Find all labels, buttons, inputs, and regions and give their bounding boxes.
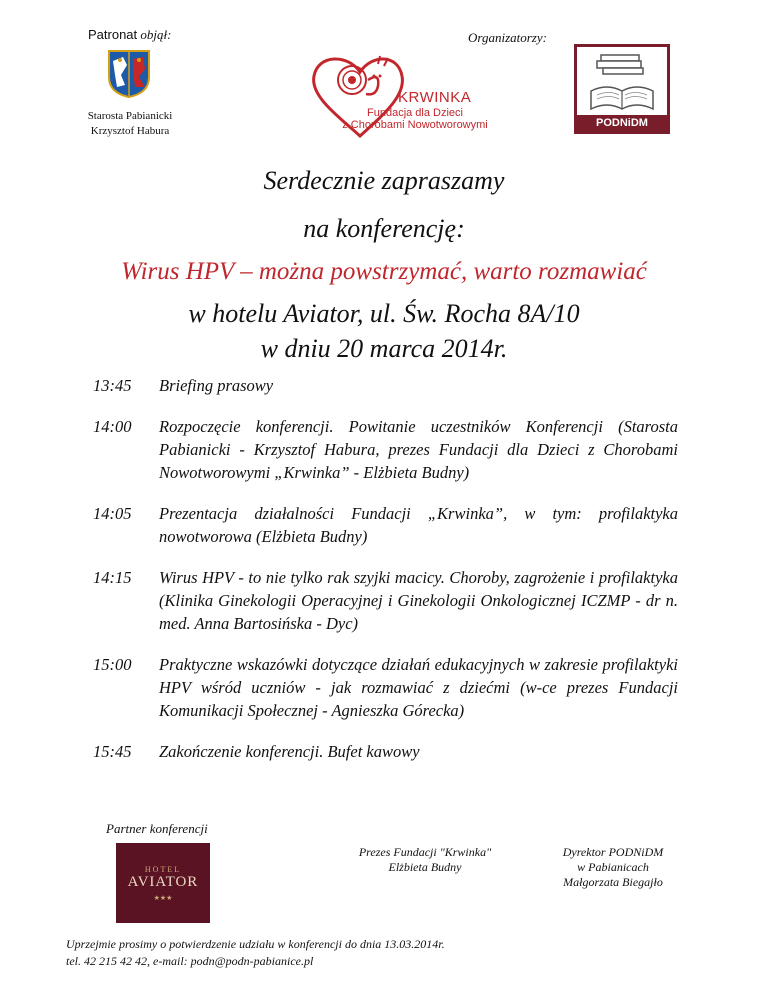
aviator-hotel-word: HOTEL [144, 865, 182, 874]
signature-krwinka-name: Elżbieta Budny [388, 860, 462, 874]
partner-label: Partner konferencji [106, 821, 208, 836]
patronage-label-rest: objął: [137, 27, 172, 42]
agenda-text: Rozpoczęcie konferencji. Powitanie uczestników Konferencji (Starosta Pabianicki - Krzysztof Habura, prezes Fundacji dla Dzieci z Chorobami Nowotworowymi „Krwinka” - Elżbieta Budny) [159, 417, 678, 482]
rsvp-contact: tel. 42 215 42 42, e-mail: podn@podn-pabianice.pl [66, 954, 314, 968]
aviator-name: AVIATOR [127, 874, 199, 890]
podnidm-logo [574, 44, 670, 134]
agenda-time: 14:15 [93, 568, 132, 587]
rsvp-note-line1: Uprzejmie prosimy o potwierdzenie udziału w konferencji do dnia 13.03.2014r. [66, 937, 445, 951]
hotel-aviator-logo [116, 843, 210, 923]
aviator-stars: ★★★ [153, 894, 173, 902]
agenda [93, 374, 678, 763]
signature-krwinka [350, 845, 500, 875]
agenda-text: Briefing prasowy [159, 376, 274, 395]
agenda-time: 15:45 [93, 742, 132, 761]
rsvp-note [66, 936, 445, 970]
books-icon [577, 49, 667, 117]
agenda-text: Praktyczne wskazówki dotyczące działań edukacyjnych w zakresie profilaktyki HPV wśród uczniów - jak rozmawiać z dziećmi (w-ce prezes Fundacji Komunikacji Społecznej - Agnieszka Górecka) [159, 655, 678, 720]
signature-krwinka-role: Prezes Fundacji "Krwinka" [358, 845, 492, 859]
invitation-line1: Serdecznie zapraszamy [263, 166, 505, 195]
patron-name [80, 109, 180, 139]
signature-podnidm-role: Dyrektor PODNiDM [562, 845, 664, 859]
conference-venue: w hotelu Aviator, ul. Św. Rocha 8A/10 [188, 299, 580, 328]
agenda-time: 15:00 [93, 655, 132, 674]
agenda-item [93, 415, 678, 484]
agenda-time: 13:45 [93, 376, 132, 395]
organizers-label: Organizatorzy: [468, 30, 547, 45]
signature-podnidm-name: Małgorzata Biegajło [563, 875, 663, 889]
krwinka-subtitle [340, 107, 490, 131]
patron-title: Starosta Pabianicki [87, 110, 173, 122]
agenda-text: Wirus HPV - to nie tylko rak szyjki macicy. Choroby, zagrożenie i profilaktyka (Klinika Ginekologii Operacyjnej i Ginekologii Onkologicznej ICZMP - dr n. med. Anna Bartosińska - Dyc) [159, 568, 678, 633]
agenda-item [93, 502, 678, 548]
invitation-line2: na konferencję: [303, 214, 465, 243]
agenda-time: 14:05 [93, 504, 132, 523]
krwinka-title: KRWINKA [398, 89, 472, 106]
patronage-label-bold: Patronat [88, 27, 138, 42]
signature-podnidm-place: w Pabianicach [577, 860, 649, 874]
agenda-item [93, 374, 678, 397]
signature-podnidm [548, 845, 678, 890]
agenda-text: Zakończenie konferencji. Bufet kawowy [159, 742, 420, 761]
podnidm-label: PODNiDM [577, 115, 667, 131]
agenda-time: 14:00 [93, 417, 132, 436]
patronage-label [88, 27, 171, 43]
agenda-text: Prezentacja działalności Fundacji „Krwinka”, w tym: profilaktyka nowotworowa (Elżbieta Budny) [159, 504, 678, 546]
conference-date: w dniu 20 marca 2014r. [260, 334, 508, 363]
agenda-item [93, 653, 678, 722]
coat-of-arms-icon [103, 47, 155, 99]
agenda-item [93, 740, 678, 763]
patron-person: Krzysztof Habura [90, 125, 170, 137]
krwinka-subtitle-line2: z Chorobami Nowotworowymi [342, 119, 488, 131]
agenda-item [93, 566, 678, 635]
krwinka-subtitle-line1: Fundacja dla Dzieci [367, 107, 463, 119]
conference-title: Wirus HPV – można powstrzymać, warto rozmawiać [121, 258, 647, 285]
